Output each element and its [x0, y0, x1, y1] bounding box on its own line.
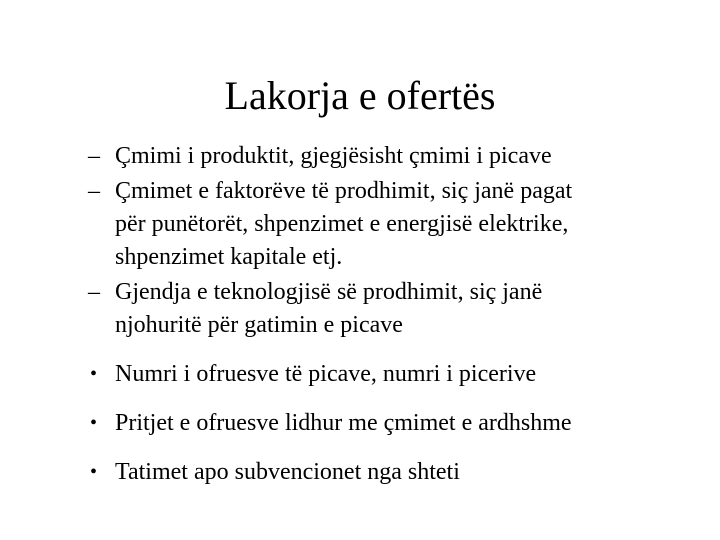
sub-bullet-line: Gjendja e teknologjisë së prodhimit, siç janë — [115, 279, 543, 305]
bullet-marker: • — [90, 412, 98, 434]
sub-bullet-line: Çmimet e faktorëve të prodhimit, siç janë pagat — [115, 178, 573, 204]
dash-marker: – — [88, 279, 100, 305]
sub-bullet-line: Çmimi i produktit, gjegjësisht çmimi i picave — [115, 143, 552, 169]
slide-title — [0, 72, 720, 120]
bullet-list — [88, 140, 688, 489]
sub-bullet-line: shpenzimet kapitale etj. — [115, 244, 343, 270]
bullet-marker: • — [90, 461, 98, 483]
bullet-taxes-subsidies — [88, 456, 688, 489]
bullet-text: Pritjet e ofruesve lidhur me çmimet e ardhshme — [115, 410, 572, 436]
sub-bullet-line: njohuritë për gatimin e picave — [115, 312, 403, 338]
bullet-marker: • — [90, 363, 98, 385]
slide-title-text: Lakorja e ofertës — [224, 73, 496, 118]
sub-bullet-factor-prices — [88, 175, 688, 274]
dash-marker: – — [88, 143, 100, 169]
sub-bullet-technology — [88, 276, 688, 342]
dash-marker: – — [88, 178, 100, 204]
bullet-supplier-expectations — [88, 407, 688, 440]
bullet-text: Tatimet apo subvencionet nga shteti — [115, 459, 460, 485]
bullet-number-of-suppliers — [88, 358, 688, 391]
sub-bullet-price — [88, 140, 688, 173]
bullet-text: Numri i ofruesve të picave, numri i picerive — [115, 361, 537, 387]
sub-bullet-line: për punëtorët, shpenzimet e energjisë elektrike, — [115, 211, 569, 237]
